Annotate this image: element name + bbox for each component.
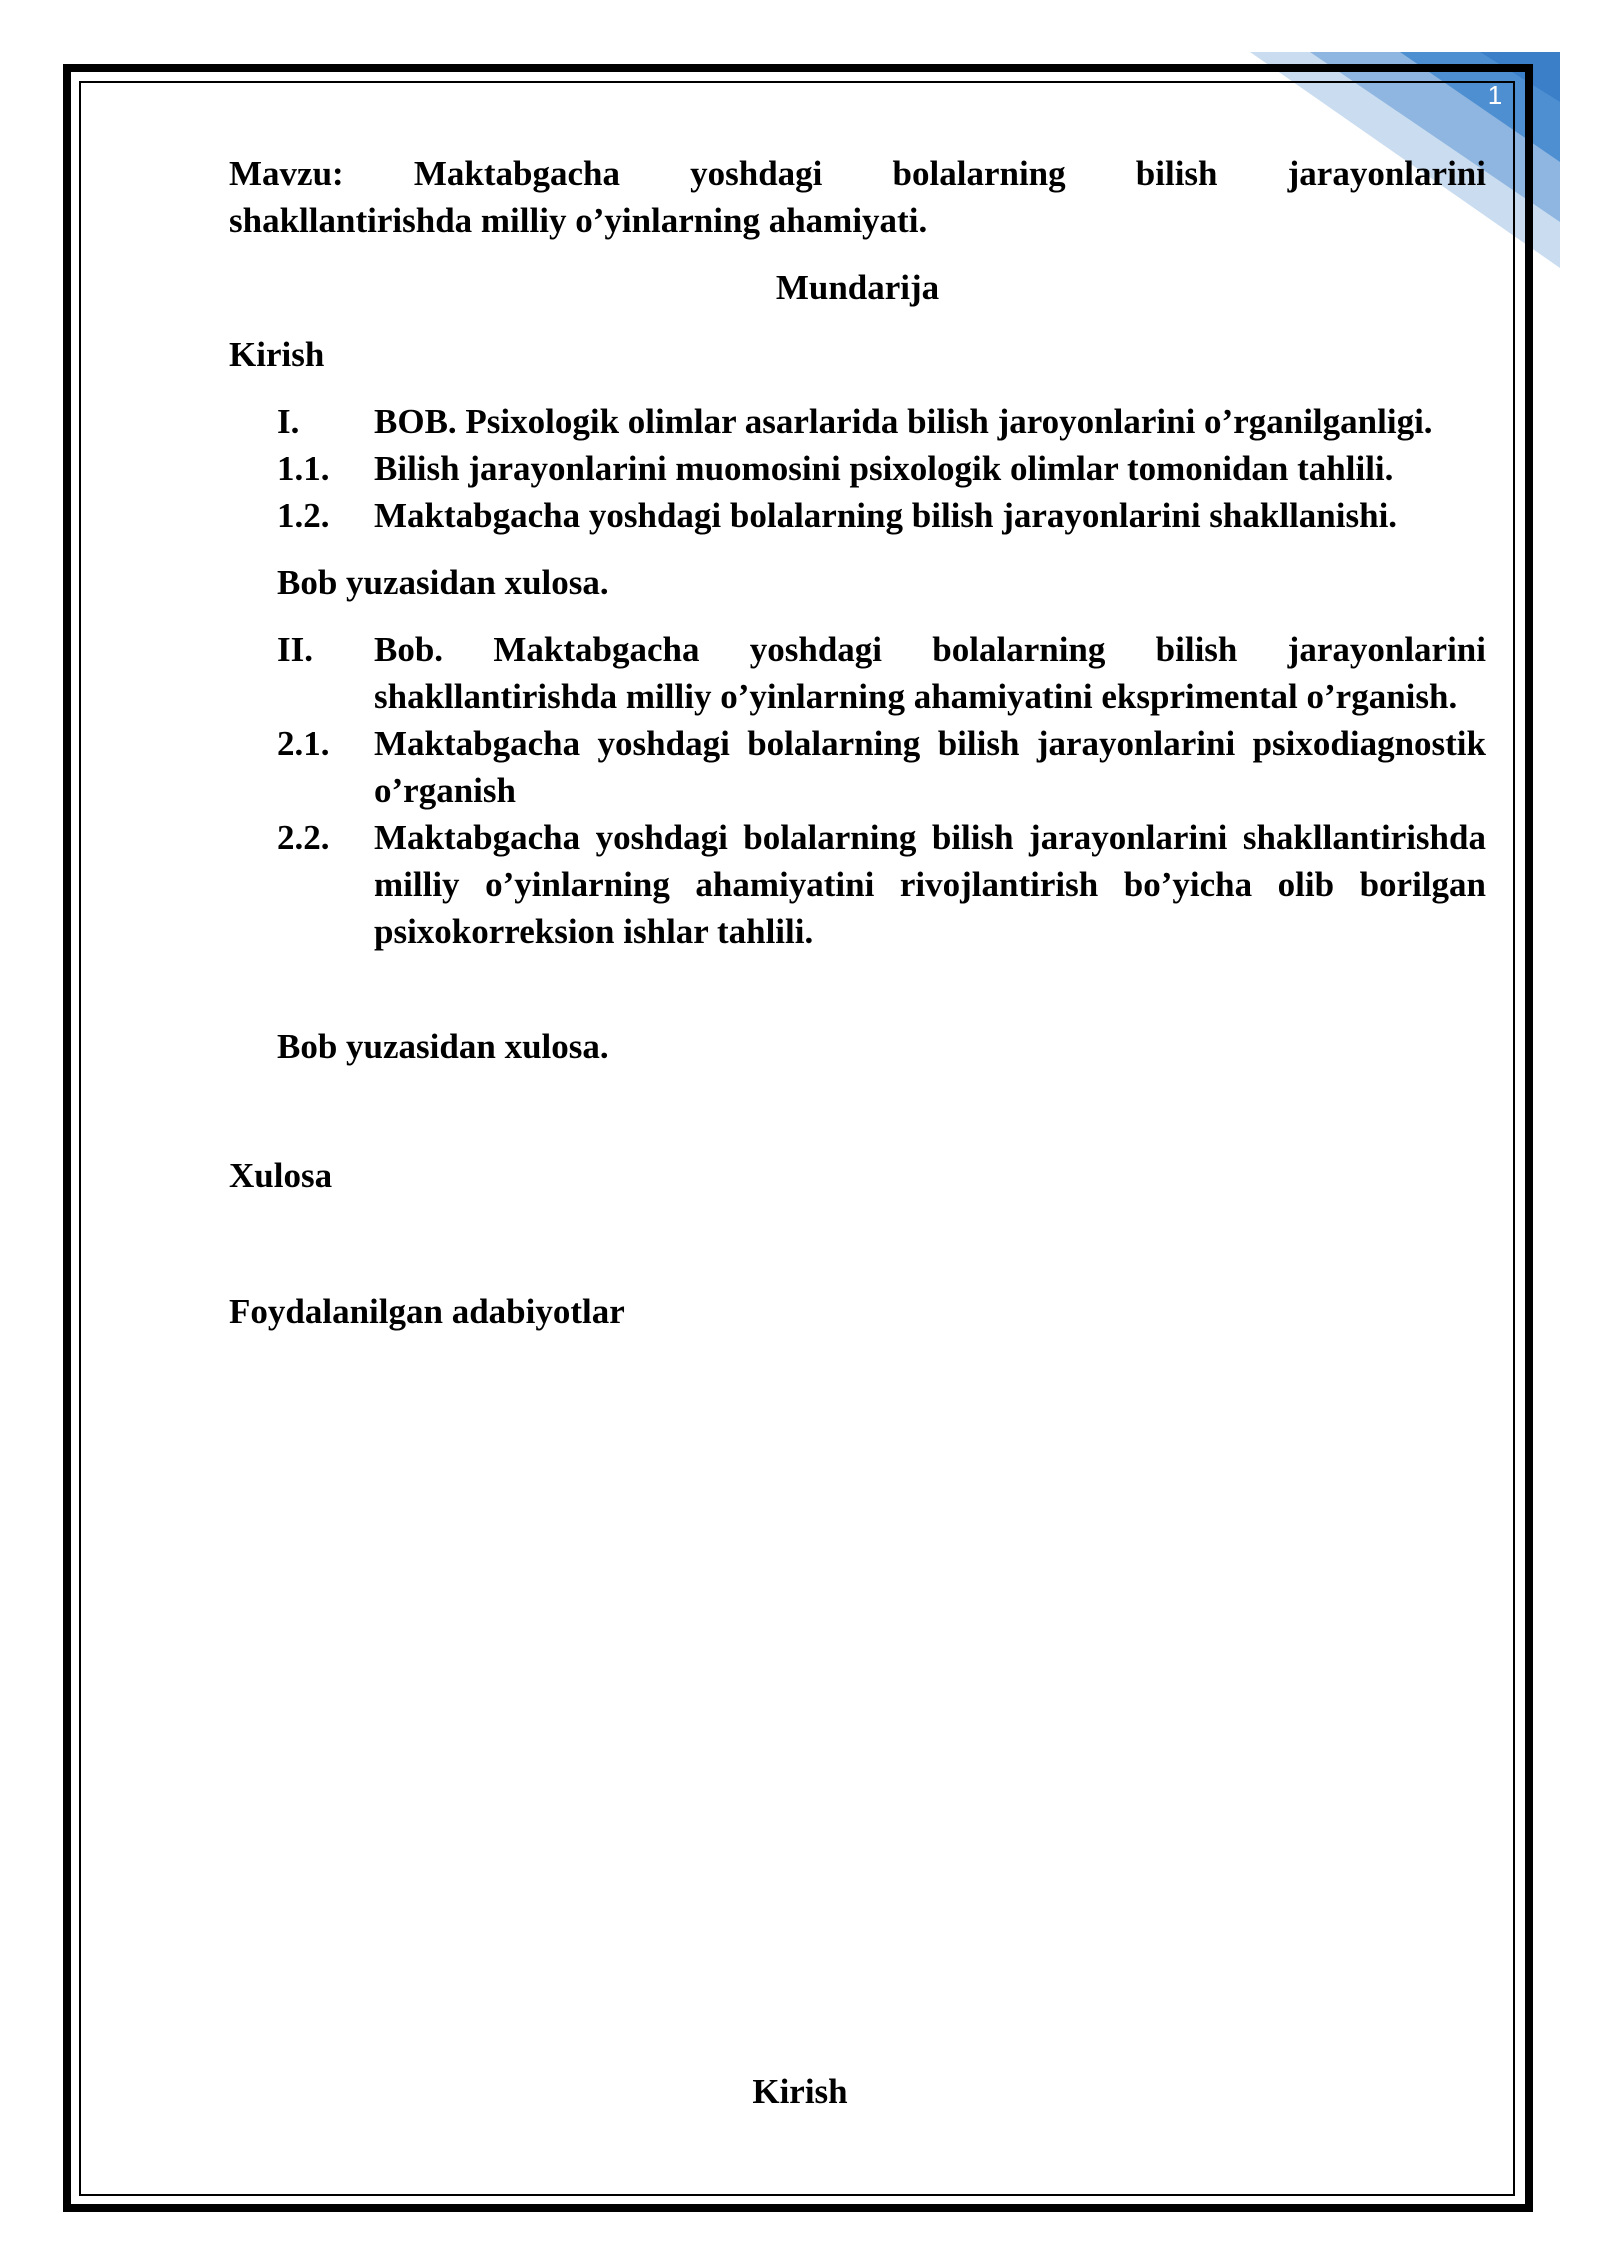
topic-word: Maktabgacha — [413, 154, 620, 193]
chapter1-list — [229, 398, 1486, 539]
references-entry: Foydalanilgan adabiyotlar — [229, 1292, 625, 1331]
toc-number: 2.1. — [277, 724, 330, 763]
conclusion-entry: Xulosa — [229, 1156, 333, 1195]
intro-entry: Kirish — [229, 335, 325, 374]
toc-text: Maktabgacha yoshdagi bolalarning bilish jarayonlarini shakllanishi. — [374, 496, 1398, 535]
toc-text: Bob. Maktabgacha yoshdagi bolalarning bilish jarayonlarini shakllantirishda milliy o’yinlarning ahamiyatini eksprimental o’rganish. — [374, 630, 1486, 716]
toc-number: II. — [277, 630, 313, 669]
chapter2-list — [229, 626, 1486, 955]
toc-section-2-2 — [277, 814, 1486, 955]
toc-section-1-1 — [277, 445, 1486, 492]
topic-title-line2: shakllantirishda milliy o’yinlarning ahamiyati. — [229, 201, 928, 240]
toc-text: BOB. Psixologik olimlar asarlarida bilish jaroyonlarini o’rganilganligi. — [374, 402, 1433, 441]
toc-section-1-2 — [277, 492, 1486, 539]
topic-word: bilish — [1135, 154, 1218, 193]
toc-text: Bilish jarayonlarini muomosini psixologik olimlar tomonidan tahlili. — [374, 449, 1394, 488]
toc-number: 1.1. — [277, 449, 330, 488]
toc-text: Maktabgacha yoshdagi bolalarning bilish jarayonlarini shakllantirishda milliy o’yinlarning ahamiyatini rivojlantirish bo’yicha olib borilgan psixokorreksion ishlar tahlili. — [374, 818, 1486, 951]
toc-number: I. — [277, 402, 300, 441]
chapter2-summary: Bob yuzasidan xulosa. — [277, 1027, 609, 1066]
toc-chapter2 — [277, 626, 1486, 720]
toc-number: 2.2. — [277, 818, 330, 857]
topic-word: jarayonlarini — [1287, 154, 1486, 193]
page-number: 1 — [1487, 80, 1503, 110]
topic-word: yoshdagi — [690, 154, 823, 193]
chapter1-summary: Bob yuzasidan xulosa. — [277, 563, 609, 602]
topic-title-line1 — [229, 150, 1486, 197]
toc-text: Maktabgacha yoshdagi bolalarning bilish jarayonlarini psixodiagnostik o’rganish — [374, 724, 1486, 810]
contents-heading: Mundarija — [775, 268, 940, 307]
toc-chapter1 — [277, 398, 1486, 445]
document-body — [229, 150, 1486, 1335]
toc-section-2-1 — [277, 720, 1486, 814]
section-heading: Kirish — [752, 2072, 848, 2111]
topic-label: Mavzu: — [229, 154, 344, 193]
toc-number: 1.2. — [277, 496, 330, 535]
topic-title — [229, 150, 1486, 244]
topic-word: bolalarning — [892, 154, 1066, 193]
